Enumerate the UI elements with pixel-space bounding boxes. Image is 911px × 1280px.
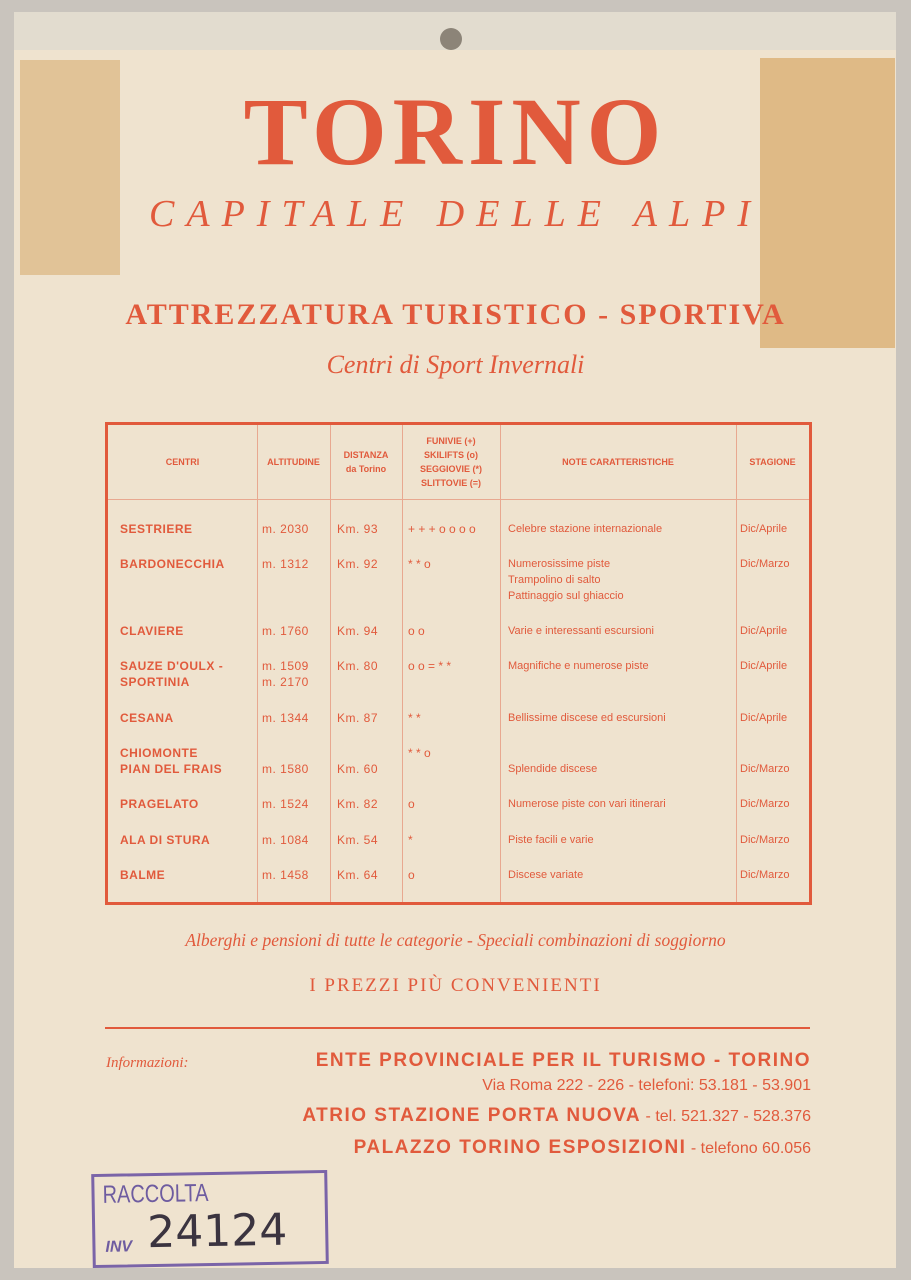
cell-line: Magnifiche e numerose piste bbox=[508, 660, 649, 672]
cell-line: m. 1312 bbox=[262, 557, 309, 571]
cell-line: ALA DI STURA bbox=[120, 833, 211, 847]
cell-distanza bbox=[337, 658, 378, 674]
header-altitudine: ALTITUDINE bbox=[267, 457, 320, 467]
divider bbox=[105, 1027, 810, 1029]
cell-line: * bbox=[408, 833, 413, 847]
section-heading: ATTREZZATURA TURISTICO - SPORTIVA bbox=[125, 298, 786, 331]
cell-line: SPORTINIA bbox=[120, 675, 190, 689]
cell-line: Dic/Marzo bbox=[740, 798, 790, 810]
cell-distanza bbox=[337, 556, 378, 572]
cell-altitudine bbox=[262, 796, 309, 812]
cell-impianti bbox=[408, 745, 431, 761]
header-centri: CENTRI bbox=[165, 457, 200, 467]
cell-line: m. 1509 bbox=[262, 659, 309, 673]
cell-note bbox=[508, 745, 597, 777]
stamp-inv: INV bbox=[105, 1238, 133, 1256]
cell-line: Dic/Aprile bbox=[740, 712, 788, 724]
cell-centro bbox=[120, 832, 210, 848]
cell-centro bbox=[120, 623, 184, 639]
cell-line: SESTRIERE bbox=[120, 522, 193, 536]
cell-line: o o = * * bbox=[408, 659, 452, 673]
cell-distanza bbox=[337, 796, 378, 812]
cell-altitudine bbox=[262, 745, 309, 777]
cell-line: m. 1760 bbox=[262, 624, 309, 638]
office-2-name: PALAZZO TORINO ESPOSIZIONI bbox=[353, 1137, 687, 1158]
cell-stagione bbox=[740, 832, 790, 848]
cell-line: Km. 80 bbox=[337, 659, 379, 673]
header-distanza: DISTANZA da Torino bbox=[343, 450, 389, 474]
cell-impianti bbox=[408, 832, 413, 848]
cell-centro bbox=[120, 710, 174, 726]
cell-line: Dic/Aprile bbox=[740, 523, 788, 535]
cell-centro bbox=[120, 521, 193, 537]
cell-line: CHIOMONTE bbox=[120, 746, 198, 760]
cell-line: * * o bbox=[408, 557, 431, 571]
cell-stagione bbox=[740, 796, 790, 812]
cell-line: Km. 94 bbox=[337, 624, 379, 638]
cell-altitudine bbox=[262, 658, 309, 690]
prices-line: I PREZZI PIÙ CONVENIENTI bbox=[309, 975, 602, 996]
cell-stagione bbox=[740, 556, 790, 572]
cell-impianti bbox=[408, 710, 421, 726]
office-1-name: ATRIO STAZIONE PORTA NUOVA bbox=[302, 1105, 642, 1126]
cell-line: BARDONECCHIA bbox=[120, 557, 225, 571]
cell-impianti bbox=[408, 623, 425, 639]
cell-impianti bbox=[408, 796, 415, 812]
cell-altitudine bbox=[262, 867, 309, 883]
cell-line: Km. 64 bbox=[337, 868, 379, 882]
cell-line: Trampolino di salto bbox=[508, 574, 601, 586]
cell-altitudine bbox=[262, 623, 309, 639]
poster-title: TORINO bbox=[243, 78, 668, 185]
cell-line: Numerose piste con vari itinerari bbox=[508, 798, 666, 810]
pin-hole-icon bbox=[440, 28, 462, 50]
cell-line bbox=[740, 745, 790, 761]
info-label: Informazioni: bbox=[106, 1055, 189, 1071]
cell-line: o bbox=[408, 797, 415, 811]
cell-line: Numerosissime piste bbox=[508, 558, 611, 570]
cell-note bbox=[508, 832, 594, 848]
cell-line: m. 1084 bbox=[262, 833, 309, 847]
cell-line bbox=[337, 745, 378, 761]
cell-impianti bbox=[408, 658, 451, 674]
cell-line: BALME bbox=[120, 868, 166, 882]
cell-line: m. 1344 bbox=[262, 711, 309, 725]
cell-line: Km. 87 bbox=[337, 711, 379, 725]
cell-line: m. 1580 bbox=[262, 762, 309, 776]
cell-distanza bbox=[337, 623, 378, 639]
cell-line: o o bbox=[408, 624, 425, 638]
cell-impianti bbox=[408, 521, 476, 537]
cell-distanza bbox=[337, 867, 378, 883]
info-org: ENTE PROVINCIALE PER IL TURISMO - TORINO bbox=[315, 1050, 811, 1071]
info-office-1 bbox=[302, 1105, 811, 1127]
cell-note bbox=[508, 710, 666, 726]
cell-note bbox=[508, 796, 666, 812]
resorts-table bbox=[105, 422, 812, 905]
cell-line: o bbox=[408, 868, 415, 882]
cell-distanza bbox=[337, 832, 378, 848]
info-address: Via Roma 222 - 226 - telefoni: 53.181 - 53.901 bbox=[482, 1077, 811, 1094]
cell-altitudine bbox=[262, 832, 309, 848]
info-office-2 bbox=[354, 1137, 811, 1159]
cell-centro bbox=[120, 556, 225, 572]
cell-distanza bbox=[337, 745, 378, 777]
cell-line: Km. 93 bbox=[337, 522, 379, 536]
cell-line: * * o bbox=[408, 746, 431, 760]
cell-stagione bbox=[740, 623, 787, 639]
cell-line: m. 2170 bbox=[262, 675, 309, 689]
cell-impianti bbox=[408, 556, 431, 572]
cell-line: * * bbox=[408, 711, 421, 725]
office-2-tel: - telefono 60.056 bbox=[686, 1140, 811, 1157]
stamp-number: 24124 bbox=[146, 1204, 288, 1259]
cell-altitudine bbox=[262, 710, 309, 726]
cell-line: CESANA bbox=[120, 711, 174, 725]
cell-centro bbox=[120, 867, 165, 883]
cell-line: Km. 92 bbox=[337, 557, 379, 571]
office-1-tel: - tel. 521.327 - 528.376 bbox=[641, 1108, 811, 1125]
cell-centro bbox=[120, 796, 199, 812]
cell-note bbox=[508, 867, 583, 883]
cell-note bbox=[508, 556, 624, 604]
cell-line: Dic/Marzo bbox=[740, 834, 790, 846]
cell-note bbox=[508, 623, 654, 639]
cell-line: Bellissime discese ed escursioni bbox=[508, 712, 666, 724]
cell-line: SAUZE D'OULX - bbox=[120, 659, 224, 673]
cell-line bbox=[262, 745, 309, 761]
cell-line: Varie e interessanti escursioni bbox=[508, 625, 654, 637]
cell-line: Km. 54 bbox=[337, 833, 379, 847]
cell-line: PRAGELATO bbox=[120, 797, 199, 811]
inventory-stamp bbox=[91, 1170, 329, 1268]
cell-centro bbox=[120, 745, 222, 777]
cell-line: Dic/Marzo bbox=[740, 763, 790, 775]
cell-line: Km. 82 bbox=[337, 797, 379, 811]
cell-note bbox=[508, 658, 649, 674]
cell-line: Dic/Aprile bbox=[740, 660, 788, 672]
cell-line: m. 2030 bbox=[262, 522, 309, 536]
cell-line: Discese variate bbox=[508, 869, 584, 881]
cell-stagione bbox=[740, 745, 790, 777]
cell-distanza bbox=[337, 710, 378, 726]
cell-line: Celebre stazione internazionale bbox=[508, 523, 663, 535]
cell-stagione bbox=[740, 710, 787, 726]
cell-stagione bbox=[740, 521, 787, 537]
cell-line: + + + o o o o bbox=[408, 522, 476, 536]
cell-distanza bbox=[337, 521, 378, 537]
cell-note bbox=[508, 521, 662, 537]
cell-line: CLAVIERE bbox=[120, 624, 184, 638]
header-stagione: STAGIONE bbox=[749, 457, 796, 467]
cell-line: Dic/Marzo bbox=[740, 869, 790, 881]
cell-line: Km. 60 bbox=[337, 762, 379, 776]
cell-line: m. 1458 bbox=[262, 868, 309, 882]
tagline: Alberghi e pensioni di tutte le categorie - Speciali combinazioni di soggiorno bbox=[185, 930, 726, 950]
cell-altitudine bbox=[262, 521, 309, 537]
cell-impianti bbox=[408, 867, 415, 883]
cell-stagione bbox=[740, 658, 787, 674]
cell-stagione bbox=[740, 867, 790, 883]
header-impianti: FUNIVIE (+) SKILIFTS (o) SEGGIOVIE (*) SLITTOVIE (=) bbox=[419, 436, 482, 488]
cell-line bbox=[508, 745, 597, 761]
cell-altitudine bbox=[262, 556, 309, 572]
poster-subtitle: CAPITALE DELLE ALPI bbox=[149, 193, 762, 235]
cell-line: Pattinaggio sul ghiaccio bbox=[508, 590, 624, 602]
cell-line: PIAN DEL FRAIS bbox=[120, 762, 223, 776]
cell-line: Piste facili e varie bbox=[508, 834, 594, 846]
section-subheading: Centri di Sport Invernali bbox=[326, 350, 585, 379]
cell-line: Splendide discese bbox=[508, 763, 598, 775]
cell-centro bbox=[120, 658, 223, 690]
cell-line: Dic/Marzo bbox=[740, 558, 790, 570]
stamp-label: RACCOLTA bbox=[102, 1179, 209, 1209]
cell-line: m. 1524 bbox=[262, 797, 309, 811]
cell-line: Dic/Aprile bbox=[740, 625, 788, 637]
header-note: NOTE CARATTERISTICHE bbox=[562, 457, 674, 467]
